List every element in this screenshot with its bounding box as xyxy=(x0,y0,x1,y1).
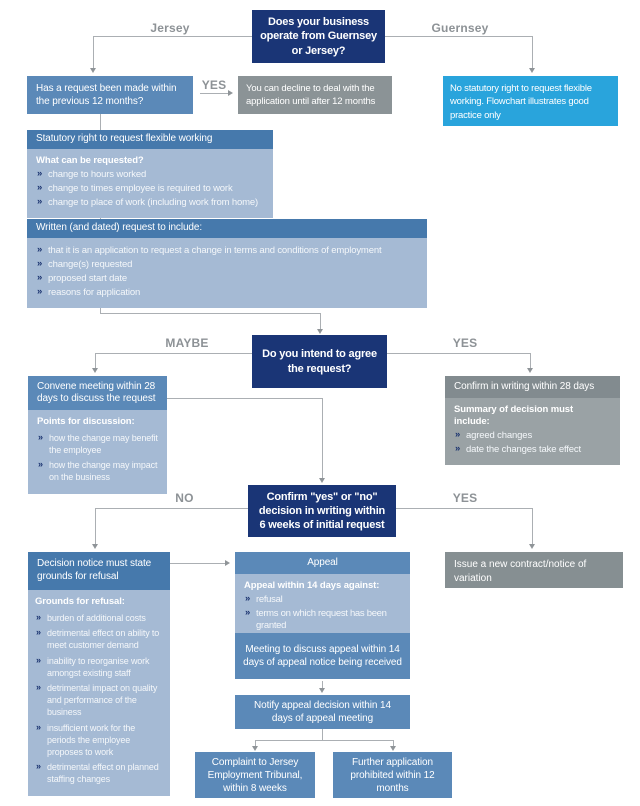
node-appeal-header: Appeal xyxy=(235,552,410,574)
node-confirm-writing-header: Confirm in writing within 28 days xyxy=(445,376,620,398)
connector-guernsey-h xyxy=(385,36,532,37)
list-item: » date the changes take effect xyxy=(454,444,611,456)
edge-label-yes-decline: YES xyxy=(201,78,227,92)
node-decision-notice-body xyxy=(28,590,170,796)
node-appeal-body xyxy=(235,574,410,641)
list-item: » reasons for application xyxy=(36,287,418,299)
node-no-statutory-text: No statutory right to request flexible working. Flowchart illustrates good practice only xyxy=(450,83,592,121)
node-written-header: Written (and dated) request to include: xyxy=(27,219,427,238)
arrowhead-down-icon xyxy=(319,688,325,693)
arrowhead-down-icon xyxy=(90,68,96,73)
node-statutory-right xyxy=(27,130,273,218)
arrowhead-down-icon xyxy=(252,746,258,751)
list-item: » detrimental effect on planned staffing changes xyxy=(35,761,164,785)
list-item: » proposed start date xyxy=(36,273,418,285)
node-statutory-header: Statutory right to request flexible working xyxy=(27,130,273,149)
edge-label-yes-agree: YES xyxy=(452,336,478,350)
connector-written-elbow-v2 xyxy=(320,313,321,330)
list-item: » how the change may impact on the business xyxy=(37,459,158,483)
arrowhead-right-icon xyxy=(225,560,230,566)
arrowhead-down-icon xyxy=(529,68,535,73)
arrowhead-down-icon xyxy=(317,329,323,334)
connector-convene-elbow-h xyxy=(167,398,322,399)
connector-notify-branch-h xyxy=(255,740,393,741)
node-decline-text: You can decline to deal with the application until after 12 months xyxy=(246,83,376,107)
list-item: » detrimental effect on ability to meet customer demand xyxy=(35,627,164,651)
node-convene-subhead: Points for discussion: xyxy=(37,416,135,427)
connector-maybe-v xyxy=(95,353,96,368)
node-convene-meeting xyxy=(28,376,167,494)
node-decline xyxy=(238,76,392,114)
node-written-request xyxy=(27,219,427,308)
edge-label-yes-confirm: YES xyxy=(452,491,478,505)
connector-jersey-h xyxy=(93,36,252,37)
arrowhead-down-icon xyxy=(527,368,533,373)
node-start-question xyxy=(252,10,385,63)
node-no-statutory-right xyxy=(443,76,618,126)
connector-yes-decline xyxy=(200,93,228,94)
list-item: » change(s) requested xyxy=(36,259,418,271)
list-item: » agreed changes xyxy=(454,430,611,442)
connector-yes-confirm-h xyxy=(396,508,532,509)
connector-maybe-h xyxy=(95,353,252,354)
node-complaint-tribunal xyxy=(195,752,315,798)
connector-yes-agree-v xyxy=(530,353,531,368)
list-item: » insufficient work for the periods the employee proposes to work xyxy=(35,722,164,758)
node-statutory-body xyxy=(27,149,273,219)
edge-label-no: NO xyxy=(175,491,194,505)
node-decision-notice-subhead: Grounds for refusal: xyxy=(35,596,125,607)
node-written-body xyxy=(27,238,427,309)
node-further-text: Further application prohibited within 12 months xyxy=(350,756,435,794)
node-convene-body xyxy=(28,410,167,494)
edge-label-guernsey: Guernsey xyxy=(431,21,489,35)
node-confirm-decision-text: Confirm "yes" or "no" decision in writing within 6 weeks of initial request xyxy=(258,490,386,532)
list-item: » change to place of work (including work from home) xyxy=(36,197,264,209)
edge-label-jersey: Jersey xyxy=(150,21,190,35)
list-item: » inability to reorganise work amongst existing staff xyxy=(35,655,164,679)
edge-label-maybe: MAYBE xyxy=(165,336,209,350)
node-decision-notice xyxy=(28,552,170,796)
node-further-application xyxy=(333,752,452,798)
connector-request-statutory xyxy=(100,114,101,130)
node-issue-contract-text: Issue a new contract/notice of variation xyxy=(454,559,587,584)
node-appeal-subhead: Appeal within 14 days against: xyxy=(244,579,380,591)
connector-no-v xyxy=(95,508,96,544)
list-item: » that it is an application to request a change in terms and conditions of employment xyxy=(36,245,418,257)
arrowhead-down-icon xyxy=(92,368,98,373)
arrowhead-down-icon xyxy=(529,544,535,549)
node-appeal xyxy=(235,552,410,641)
node-issue-contract xyxy=(445,552,623,588)
connector-yes-agree-h xyxy=(387,353,530,354)
list-item: » terms on which request has been granted xyxy=(244,608,401,631)
node-confirm-writing-body xyxy=(445,398,620,466)
list-item: » change to hours worked xyxy=(36,169,264,181)
arrowhead-down-icon xyxy=(319,478,325,483)
node-confirm-decision xyxy=(248,485,396,537)
connector-notify-branch-v xyxy=(322,729,323,740)
node-statutory-subhead: What can be requested? xyxy=(36,154,144,166)
node-notify-decision-text: Notify appeal decision within 14 days of appeal meeting xyxy=(254,700,391,724)
connector-written-elbow-h xyxy=(100,313,320,314)
list-item: » burden of additional costs xyxy=(35,612,164,624)
connector-no-h xyxy=(95,508,253,509)
list-item: » change to times employee is required to work xyxy=(36,183,264,195)
node-notify-decision xyxy=(235,695,410,729)
arrowhead-down-icon xyxy=(92,544,98,549)
node-convene-header: Convene meeting within 28 days to discuss the request xyxy=(28,376,167,410)
node-has-request-text: Has a request been made within the previous 12 months? xyxy=(36,83,177,107)
list-item: » how the change may benefit the employee xyxy=(37,432,158,456)
node-intend-question xyxy=(252,335,387,388)
node-confirm-writing-subhead: Summary of decision must include: xyxy=(454,403,574,427)
list-item: » detrimental impact on quality and performance of the business xyxy=(35,682,164,718)
connector-jersey-v xyxy=(93,36,94,68)
connector-guernsey-v xyxy=(532,36,533,68)
node-confirm-writing xyxy=(445,376,620,465)
connector-yes-confirm-v xyxy=(532,508,533,544)
node-has-request xyxy=(27,76,193,114)
node-decision-notice-header: Decision notice must state grounds for refusal xyxy=(28,552,170,590)
node-intend-text: Do you intend to agree the request? xyxy=(262,348,377,375)
node-start-text: Does your business operate from Guernsey or Jersey? xyxy=(260,16,377,57)
node-meeting-appeal xyxy=(235,633,410,679)
connector-convene-elbow-v xyxy=(322,398,323,478)
node-meeting-appeal-text: Meeting to discuss appeal within 14 days of appeal notice being received xyxy=(243,644,402,668)
connector-refusal-appeal xyxy=(170,563,225,564)
node-complaint-text: Complaint to Jersey Employment Tribunal, within 8 weeks xyxy=(207,756,303,794)
list-item: » refusal xyxy=(244,594,401,606)
arrowhead-down-icon xyxy=(390,746,396,751)
